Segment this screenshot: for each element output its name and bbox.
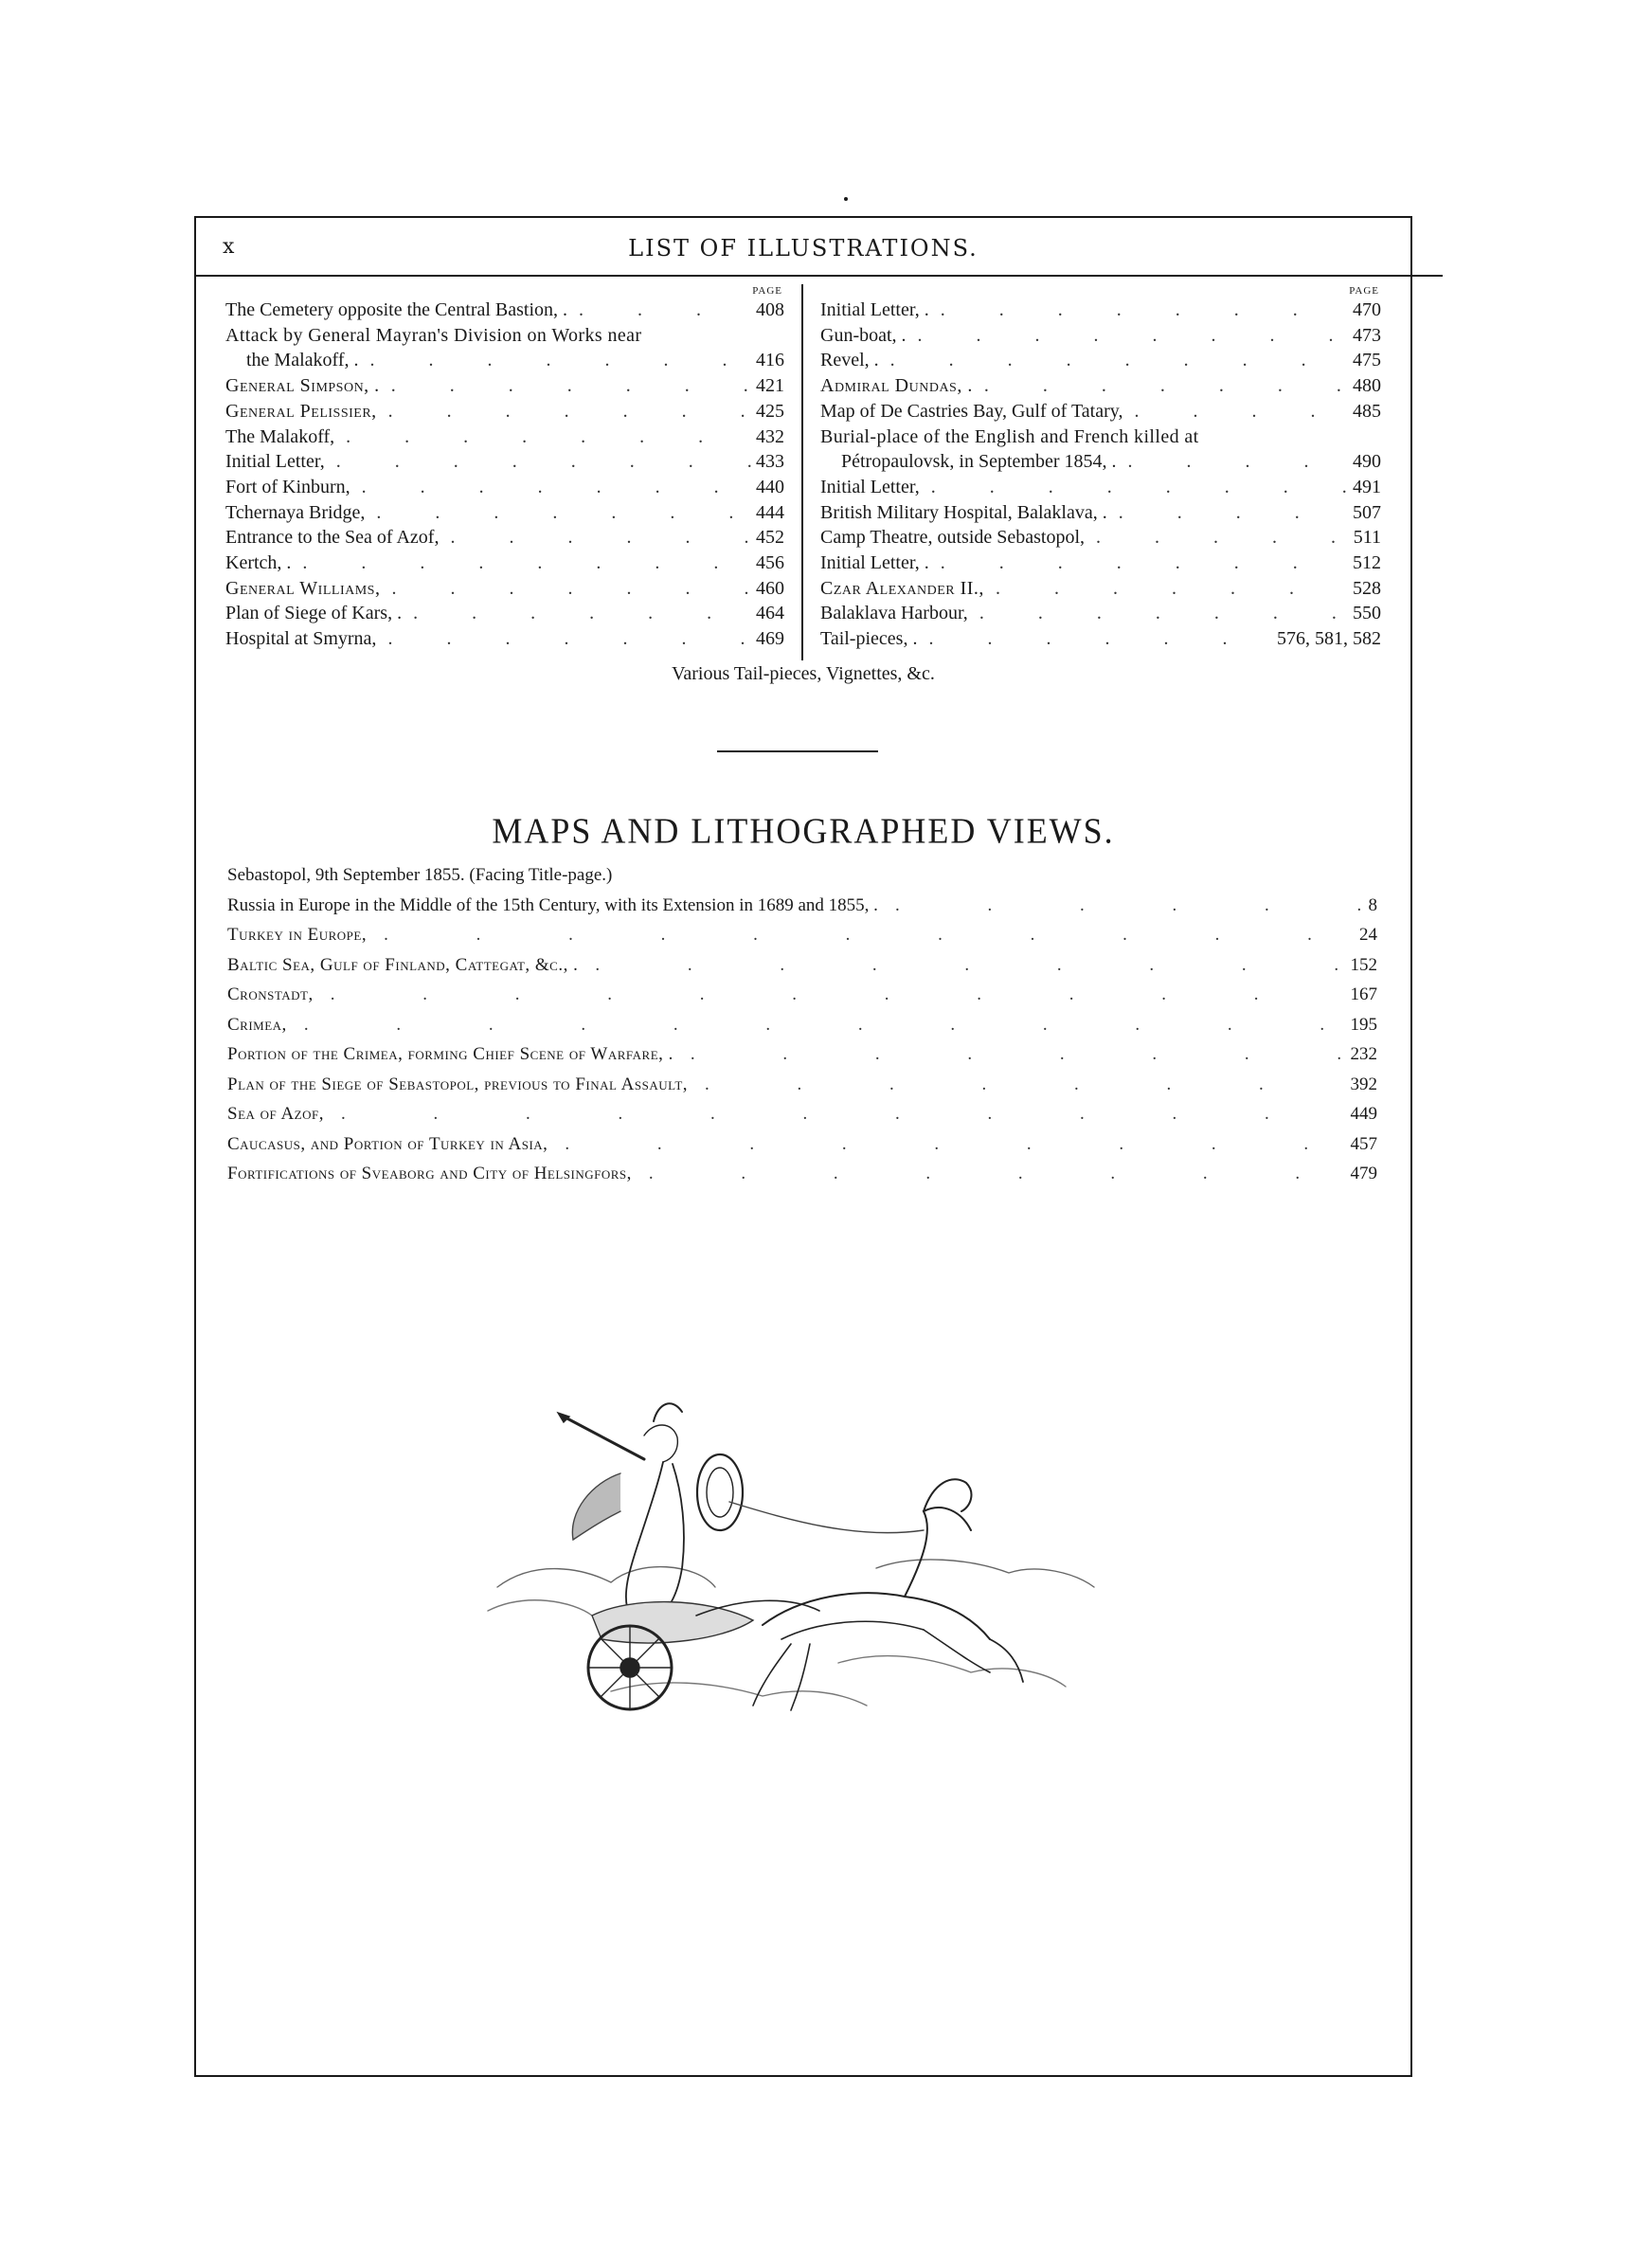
list-item: Hospital at Smyrna, . . . 469	[225, 626, 784, 652]
list-item: British Military Hospital, Balaklava, . . . . 507	[820, 500, 1381, 526]
page-column-label: PAGE	[1349, 285, 1379, 297]
list-item: Map of De Castries Bay, Gulf of Tatary, . . . 485	[820, 399, 1381, 424]
list-item: Burial-place of the English and French killed at	[820, 425, 1199, 447]
various-note: Various Tail-pieces, Vignettes, &c.	[672, 663, 935, 684]
list-item: Entrance to the Sea of Azof, . . . 452	[225, 525, 784, 551]
list-item: Fortifications of Sveaborg and City of Helsingfors, . . . 479	[227, 1159, 1377, 1189]
chariot-vignette-image	[478, 1379, 1122, 1777]
list-item: Initial Letter, . . . . 470	[820, 298, 1381, 323]
header-rule	[194, 275, 1443, 277]
list-item: Czar Alexander II., . . . 528	[820, 576, 1381, 602]
right-column	[820, 284, 1381, 652]
left-column	[225, 284, 784, 652]
list-item: Kertch, . . . . 456	[225, 551, 784, 576]
column-divider	[801, 284, 803, 660]
list-item: Initial Letter, . . . 433	[225, 449, 784, 475]
list-item: Plan of Siege of Kars, . . . . 464	[225, 601, 784, 626]
ink-dot	[844, 197, 848, 201]
list-item: Revel, . . . . 475	[820, 348, 1381, 373]
list-item: Sea of Azof, . . . 449	[227, 1099, 1377, 1129]
list-item: Russia in Europe in the Middle of the 15th Century, with its Extension in 1689 and 1855, . . . . 8	[227, 891, 1377, 921]
list-item: Initial Letter, . . . 491	[820, 475, 1381, 500]
list-item: Fort of Kinburn, . . . 440	[225, 475, 784, 500]
list-item: Plan of the Siege of Sebastopol, previous to Final Assault, . . . 392	[227, 1070, 1377, 1100]
list-item: Balaklava Harbour, . . . 550	[820, 601, 1381, 626]
list-item: Gun-boat, . . . . 473	[820, 323, 1381, 349]
list-item: Caucasus, and Portion of Turkey in Asia, . . . 457	[227, 1129, 1377, 1160]
list-item: the Malakoff, . . . . 416	[225, 348, 784, 373]
list-item: General Williams, . . . 460	[225, 576, 784, 602]
list-item: Attack by General Mayran's Division on Works near	[225, 324, 642, 346]
page-column-label: PAGE	[752, 285, 782, 297]
list-item: Crimea, . . . 195	[227, 1010, 1377, 1040]
maps-list	[227, 860, 1377, 1189]
list-item: Camp Theatre, outside Sebastopol, . . . 511	[820, 525, 1381, 551]
list-item: Turkey in Europe, . . . 24	[227, 920, 1377, 950]
list-item: General Pelissier, . . . 425	[225, 399, 784, 424]
section-rule	[717, 750, 878, 752]
list-item: Admiral Dundas, . . . . 480	[820, 373, 1381, 399]
section-heading: MAPS AND LITHOGRAPHED VIEWS.	[492, 811, 1115, 851]
list-item: The Malakoff, . . . 432	[225, 424, 784, 450]
list-item: Tail-pieces, . . . . 576, 581, 582	[820, 626, 1381, 652]
list-item: Sebastopol, 9th September 1855. (Facing Title-page.)	[227, 865, 613, 885]
page-numeral: x	[223, 235, 235, 259]
list-item: Tchernaya Bridge, . . . 444	[225, 500, 784, 526]
list-item: Portion of the Crimea, forming Chief Scene of Warfare, . . . . 232	[227, 1039, 1377, 1070]
list-item: General Simpson, . . . . 421	[225, 373, 784, 399]
list-item: Cronstadt, . . . 167	[227, 980, 1377, 1010]
running-head	[194, 235, 1412, 267]
list-item: Initial Letter, . . . . 512	[820, 551, 1381, 576]
page-title: LIST OF ILLUSTRATIONS.	[628, 235, 979, 262]
list-item: Baltic Sea, Gulf of Finland, Cattegat, &c., . . . . 152	[227, 950, 1377, 981]
list-item: The Cemetery opposite the Central Bastion, . . . . 408	[225, 298, 784, 323]
list-item: Pétropaulovsk, in September 1854, . . . . 490	[820, 449, 1381, 475]
